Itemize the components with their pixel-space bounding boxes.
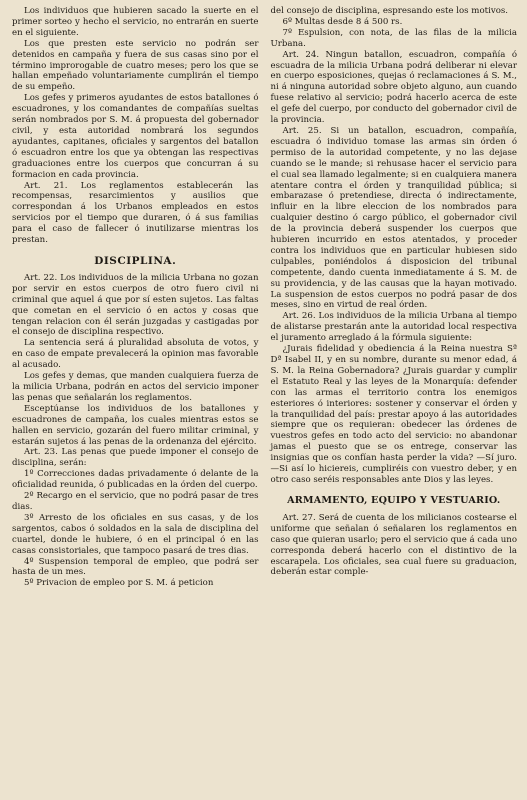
section-heading-armamento: ARMAMENTO, EQUIPO Y VESTUARIO.	[287, 494, 501, 506]
right-column	[271, 6, 518, 800]
paragraph: Los que presten este servicio no podrán ser detenidos en campaña y fuera de sus casas sino por el término improrogable de cuatro meses; pero los que se hallan empeñado voluntariamente cumplirán el tiempo de su empeño.	[12, 38, 259, 93]
paragraph: Los gefes y primeros ayudantes de estos batallones ó escuadrones, y los comandantes de compañías sueltas serán nombrados por S. M. á propuesta del gobernador civil, y esta autoridad nombrará los segundos ayudantes, capitanes, oficiales y sargentos del batallon ó escuadron entre los que ya obtengan las respectivas graduaciones entre los cuerpos que concurran á su formacion en cada provincia.	[12, 93, 259, 180]
right-top-text	[271, 6, 518, 486]
paragraph: Art. 27. Será de cuenta de los milicianos costearse el uniforme que señalan ó señalaren los reglamentos en caso que quieran usarlo; pero el servicio que á cada uno corresponda deberá hacerlo con el distintivo de la escarapela. Los oficiales, sea cual fuere su graduacion, deberán estar comple-	[270, 512, 517, 578]
paragraph: La sentencia será á pluralidad absoluta de votos, y en caso de empate prevalecerá la opinion mas favorable al acusado.	[12, 338, 259, 371]
oath-formula: ¿Jurais fidelidad y obediencia á la Reina nuestra Sª Dª Isabel II, y en su nombre, durante su menor edad, á S. M. la Reina Gobernadora? ¿Jurais guardar y cumplir el Estatuto Real y las leyes de la Monarquía: defender con las armas el territorio contra los enemigos esteriores ó interiores: sostener y conservar el órden y la tranquilidad del país: prestar apoyo á las autoridades siempre que os requieran: obedecer las órdenes de vuestros gefes en todo acto del servicio: no abandonar jamas el puesto que se os entrege, conservar las insignias que os confían hasta perder la vida? —Sí juro.—Si así lo hiciereis, cumpliréis con vuestro deber, y en otro caso seréis responsables ante Dios y las leyes.	[270, 344, 517, 485]
paragraph: Art. 23. Las penas que puede imponer el consejo de disciplina, serán:	[12, 447, 259, 469]
list-item: 2º Recargo en el servicio, que no podrá pasar de tres dias.	[12, 491, 259, 512]
right-bottom-text	[271, 513, 518, 578]
list-item: 1º Correcciones dadas privadamente ó delante de la oficialidad reunida, ó publicadas en la órden del cuerpo.	[12, 469, 259, 491]
list-item: 6º Multas desde 8 á 500 rs.	[282, 16, 403, 27]
paragraph: Esceptúanse los individuos de los batallones y escuadrones de campaña, los cuales mientras estos se hallen en servicio, gozarán del fuero militar criminal, y estarán sujetos á las penas de la ordenanza del ejército.	[12, 403, 259, 447]
paragraph: Art. 22. Los individuos de la milicia Urbana no gozan por servir en estos cuerpos de otro fuero civil ni criminal que aquel á que por sí esten sujetos. Las faltas que cometan en el servicio ó en actos y cosas que tengan relacion con él serán juzgadas y castigadas por el consejo de disciplina respectivo.	[12, 272, 259, 338]
left-bottom-text	[12, 273, 259, 589]
paragraph: Art. 26. Los individuos de la milicia Urbana al tiempo de alistarse prestarán ante la autoridad local respectiva el juramento arreglado á la fórmula siguiente:	[270, 311, 517, 344]
left-top-text	[12, 6, 259, 246]
paragraph: del consejo de disciplina, espresando este los motivos.	[270, 6, 509, 16]
list-item: 3º Arresto de los oficiales en sus casas, y de los sargentos, cabos ó soldados en la sala de disciplina del cuartel, donde le hubiere, ó en el principal ó en las casas consistoriales, que tampoco pasará de tres dias.	[12, 512, 259, 556]
section-heading-disciplina: DISCIPLINA.	[94, 254, 177, 267]
paragraph: Los gefes y demas, que manden cualquiera fuerza de la milicia Urbana, podrán en actos del servicio imponer las penas que señalarán los reglamentos.	[12, 371, 259, 403]
paragraph: Art. 25. Si un batallon, escuadron, compañía, escuadra ó individuo tomase las armas sin órden ó permiso de la autoridad competente, y no las dejase cuando se le mande; si rehusase hacer el servicio para el cual sea llamado legalmente; si en cualquiera manera atentare contra el órden y tranquilidad pública; si embarazase ó pretendiese, directa ó indirectamente, influir en la libre eleccion de los nombrados para cualquier destino ó cargo público, el gobernador civil de la provincia deberá suspender los cuerpos que hubieren incurrido en estos atentados, y proceder contra los individuos que en particular hubiesen sido culpables, poniéndolos á disposicion del tribunal competente, dando cuenta inmediatamente á S. M. de su providencia, y de las causas que la hayan motivado. La suspension de estos cuerpos no podrá pasar de dos meses, sino en virtud de real órden.	[270, 125, 517, 311]
left-column	[12, 6, 259, 800]
paragraph: Los individuos que hubieren sacado la suerte en el primer sorteo y hecho el servicio, no entrarán en suerte en el siguiente.	[12, 6, 259, 38]
paragraph: Art. 21. Los reglamentos establecerán las recompensas, resarcimientos y ausilios que correspondan á los Urbanos empleados en estos servicios por el tiempo que duraren, ó á sus familias para el caso de fallecer ó inutilizarse mientras los prestan.	[12, 180, 259, 246]
list-item: 7º Espulsion, con nota, de las filas de la milicia Urbana.	[270, 27, 517, 49]
list-item: 5º Privacion de empleo por S. M. á peticion	[24, 578, 214, 589]
paragraph: Art. 24. Ningun batallon, escuadron, compañía ó escuadra de la milicia Urbana podrá deliberar ni elevar en cuerpo esposiciones, quejas ó reclamaciones á S. M., ni á ninguna autoridad sobre objeto alguno, aun cuando fuese relativo al servicio; podrá hacerlo acerca de este el gefe del cuerpo, por conducto del gobernador civil de la provincia.	[270, 49, 517, 126]
list-item: 4º Suspension temporal de empleo, que podrá ser hasta de un mes.	[12, 556, 259, 578]
